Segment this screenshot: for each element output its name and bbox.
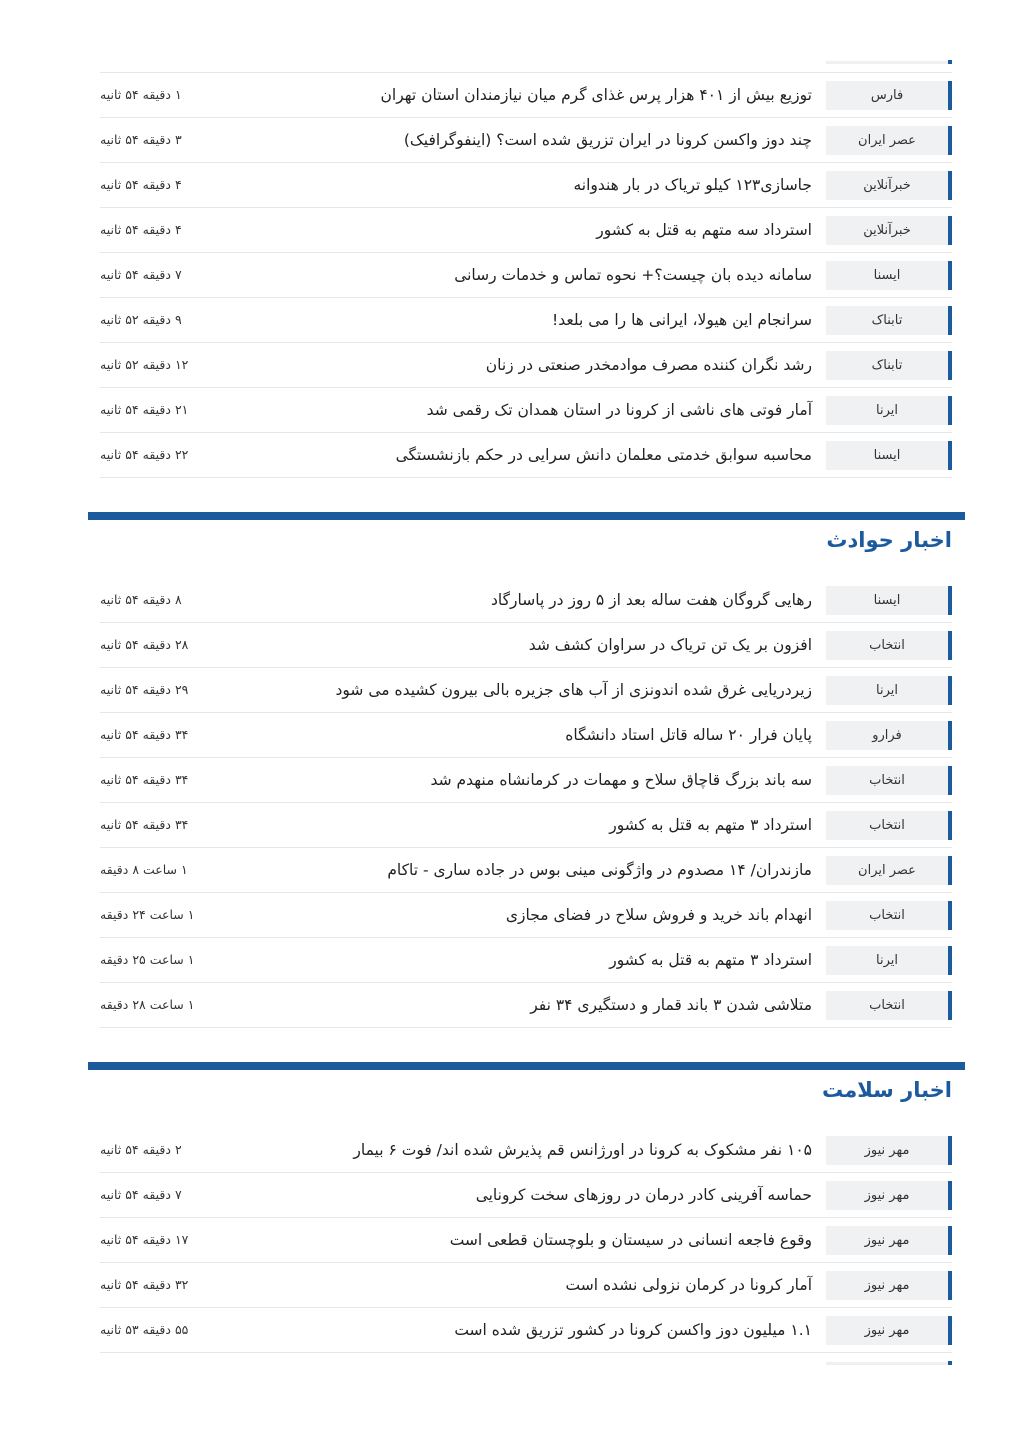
news-source-badge[interactable]: فارس bbox=[826, 81, 952, 110]
news-row[interactable] bbox=[100, 623, 952, 668]
news-list-general bbox=[100, 73, 952, 478]
news-title-link[interactable]: ۱۰۵ نفر مشکوک به کرونا در اورژانس قم پذیرش شده اند/ فوت ۶ بیمار bbox=[353, 1141, 812, 1159]
news-source-badge[interactable]: مهر نیوز bbox=[826, 1181, 952, 1210]
news-row[interactable] bbox=[100, 433, 952, 478]
news-time: ۲ دقیقه ۵۴ ثانیه bbox=[100, 1142, 182, 1157]
news-source-badge[interactable]: انتخاب bbox=[826, 766, 952, 795]
news-row[interactable] bbox=[100, 118, 952, 163]
news-source-badge[interactable]: مهر نیوز bbox=[826, 1271, 952, 1300]
news-source-badge[interactable]: تابناک bbox=[826, 351, 952, 380]
news-source-badge[interactable]: فرارو bbox=[826, 721, 952, 750]
news-source-badge[interactable]: انتخاب bbox=[826, 631, 952, 660]
news-time: ۹ دقیقه ۵۲ ثانیه bbox=[100, 312, 182, 327]
news-row[interactable] bbox=[100, 298, 952, 343]
news-row[interactable] bbox=[100, 1308, 952, 1353]
news-title-link[interactable]: سه باند بزرگ قاچاق سلاح و مهمات در کرمانشاه منهدم شد bbox=[430, 771, 812, 789]
news-time: ۸ دقیقه ۵۴ ثانیه bbox=[100, 592, 182, 607]
news-row[interactable] bbox=[100, 983, 952, 1028]
news-source-badge[interactable]: ایسنا bbox=[826, 586, 952, 615]
news-title-link[interactable]: استرداد ۳ متهم به قتل به کشور bbox=[609, 816, 812, 834]
news-source-badge[interactable]: انتخاب bbox=[826, 811, 952, 840]
news-time: ۲۸ دقیقه ۵۴ ثانیه bbox=[100, 637, 189, 652]
news-list-accidents bbox=[100, 578, 952, 1028]
news-source-badge[interactable]: عصر ایران bbox=[826, 126, 952, 155]
news-time: ۵۵ دقیقه ۵۳ ثانیه bbox=[100, 1322, 189, 1337]
news-title-link[interactable]: پایان فرار ۲۰ ساله قاتل استاد دانشگاه bbox=[565, 726, 812, 744]
section-bar-health bbox=[88, 1062, 965, 1070]
news-title-link[interactable]: افزون بر یک تن تریاک در سراوان کشف شد bbox=[528, 636, 812, 654]
news-time: ۳۴ دقیقه ۵۴ ثانیه bbox=[100, 772, 189, 787]
news-source-badge[interactable]: انتخاب bbox=[826, 991, 952, 1020]
news-source-badge[interactable]: ایسنا bbox=[826, 261, 952, 290]
news-source-badge[interactable]: انتخاب bbox=[826, 901, 952, 930]
news-row[interactable] bbox=[100, 253, 952, 298]
news-title-link[interactable]: رهایی گروگان هفت ساله بعد از ۵ روز در پاسارگاد bbox=[491, 591, 812, 609]
news-source-badge[interactable]: تابناک bbox=[826, 306, 952, 335]
news-row[interactable] bbox=[100, 208, 952, 253]
news-title-link[interactable]: سامانه دیده بان چیست؟+ نحوه تماس و خدمات رسانی bbox=[454, 266, 812, 284]
news-source-badge[interactable]: مهر نیوز bbox=[826, 1316, 952, 1345]
news-time: ۱۲ دقیقه ۵۲ ثانیه bbox=[100, 357, 189, 372]
news-source-badge[interactable]: ایسنا bbox=[826, 441, 952, 470]
news-title-link[interactable]: سرانجام این هیولا، ایرانی ها را می بلعد! bbox=[552, 311, 812, 329]
news-time: ۱ دقیقه ۵۴ ثانیه bbox=[100, 87, 182, 102]
news-row[interactable] bbox=[100, 758, 952, 803]
news-title-link[interactable]: استرداد سه متهم به قتل به کشور bbox=[596, 221, 812, 239]
news-time: ۳۴ دقیقه ۵۴ ثانیه bbox=[100, 817, 189, 832]
news-source-badge[interactable]: ایرنا bbox=[826, 946, 952, 975]
news-time: ۴ دقیقه ۵۴ ثانیه bbox=[100, 222, 182, 237]
news-title-link[interactable]: ۱.۱ میلیون دوز واکسن کرونا در کشور تزریق شده است bbox=[454, 1321, 812, 1339]
news-time: ۲۲ دقیقه ۵۴ ثانیه bbox=[100, 447, 189, 462]
news-row[interactable] bbox=[100, 938, 952, 983]
section-bar-accidents bbox=[88, 512, 965, 520]
top-cutoff-divider bbox=[826, 61, 952, 64]
bottom-cutoff-marker bbox=[948, 1361, 952, 1365]
bottom-cutoff-divider bbox=[826, 1362, 952, 1365]
news-row[interactable] bbox=[100, 1173, 952, 1218]
news-title-link[interactable]: استرداد ۳ متهم به قتل به کشور bbox=[609, 951, 812, 969]
news-title-link[interactable]: مازندران/ ۱۴ مصدوم در واژگونی مینی بوس در جاده ساری - تاکام bbox=[387, 861, 812, 879]
news-row[interactable] bbox=[100, 713, 952, 758]
news-time: ۳ دقیقه ۵۴ ثانیه bbox=[100, 132, 182, 147]
news-time: ۲۱ دقیقه ۵۴ ثانیه bbox=[100, 402, 189, 417]
section-heading-health[interactable]: اخبار سلامت bbox=[821, 1078, 952, 1102]
news-row[interactable] bbox=[100, 893, 952, 938]
news-source-badge[interactable]: مهر نیوز bbox=[826, 1226, 952, 1255]
news-title-link[interactable]: متلاشی شدن ۳ باند قمار و دستگیری ۳۴ نفر bbox=[530, 996, 812, 1014]
news-row[interactable] bbox=[100, 1128, 952, 1173]
news-list-health bbox=[100, 1128, 952, 1353]
news-title-link[interactable]: وقوع فاجعه انسانی در سیستان و بلوچستان قطعی است bbox=[449, 1231, 812, 1249]
news-time: ۱ ساعت ۲۸ دقیقه bbox=[100, 997, 195, 1012]
news-row[interactable] bbox=[100, 1218, 952, 1263]
section-heading-accidents[interactable]: اخبار حوادث bbox=[826, 528, 952, 552]
news-source-badge[interactable]: خبرآنلاین bbox=[826, 216, 952, 245]
news-row[interactable] bbox=[100, 73, 952, 118]
news-source-badge[interactable]: خبرآنلاین bbox=[826, 171, 952, 200]
news-time: ۱۷ دقیقه ۵۴ ثانیه bbox=[100, 1232, 189, 1247]
news-row[interactable] bbox=[100, 388, 952, 433]
news-row[interactable] bbox=[100, 848, 952, 893]
news-title-link[interactable]: محاسبه سوابق خدمتی معلمان دانش سرایی در حکم بازنشستگی bbox=[395, 446, 812, 464]
news-row[interactable] bbox=[100, 668, 952, 713]
news-row[interactable] bbox=[100, 578, 952, 623]
news-title-link[interactable]: زیردریایی غرق شده اندونزی از آب های جزیره بالی بیرون کشیده می شود bbox=[335, 681, 812, 699]
news-title-link[interactable]: آمار فوتی های ناشی از کرونا در استان همدان تک رقمی شد bbox=[426, 401, 812, 419]
news-time: ۲۹ دقیقه ۵۴ ثانیه bbox=[100, 682, 189, 697]
news-title-link[interactable]: انهدام باند خرید و فروش سلاح در فضای مجازی bbox=[505, 906, 812, 924]
news-time: ۷ دقیقه ۵۴ ثانیه bbox=[100, 1187, 182, 1202]
news-time: ۱ ساعت ۲۴ دقیقه bbox=[100, 907, 195, 922]
top-cutoff-marker bbox=[948, 60, 952, 64]
news-time: ۳۲ دقیقه ۵۴ ثانیه bbox=[100, 1277, 189, 1292]
news-row[interactable] bbox=[100, 343, 952, 388]
news-time: ۷ دقیقه ۵۴ ثانیه bbox=[100, 267, 182, 282]
news-title-link[interactable]: جاسازی۱۲۳ کیلو تریاک در بار هندوانه bbox=[573, 176, 812, 194]
news-row[interactable] bbox=[100, 803, 952, 848]
news-source-badge[interactable]: ایرنا bbox=[826, 676, 952, 705]
news-title-link[interactable]: چند دوز واکسن کرونا در ایران تزریق شده است؟ (اینفوگرافیک) bbox=[403, 131, 812, 149]
news-source-badge[interactable]: ایرنا bbox=[826, 396, 952, 425]
news-time: ۳۴ دقیقه ۵۴ ثانیه bbox=[100, 727, 189, 742]
news-source-badge[interactable]: مهر نیوز bbox=[826, 1136, 952, 1165]
news-time: ۱ ساعت ۲۵ دقیقه bbox=[100, 952, 195, 967]
news-time: ۴ دقیقه ۵۴ ثانیه bbox=[100, 177, 182, 192]
news-title-link[interactable]: حماسه آفرینی کادر درمان در روزهای سخت کرونایی bbox=[475, 1186, 812, 1204]
news-time: ۱ ساعت ۸ دقیقه bbox=[100, 862, 188, 877]
news-source-badge[interactable]: عصر ایران bbox=[826, 856, 952, 885]
news-row[interactable] bbox=[100, 163, 952, 208]
news-title-link[interactable]: رشد نگران کننده مصرف موادمخدر صنعتی در زنان bbox=[485, 356, 812, 374]
news-row[interactable] bbox=[100, 1263, 952, 1308]
news-title-link[interactable]: توزیع بیش از ۴۰۱ هزار پرس غذای گرم میان نیازمندان استان تهران bbox=[380, 86, 812, 104]
news-title-link[interactable]: آمار کرونا در کرمان نزولی نشده است bbox=[565, 1276, 812, 1294]
